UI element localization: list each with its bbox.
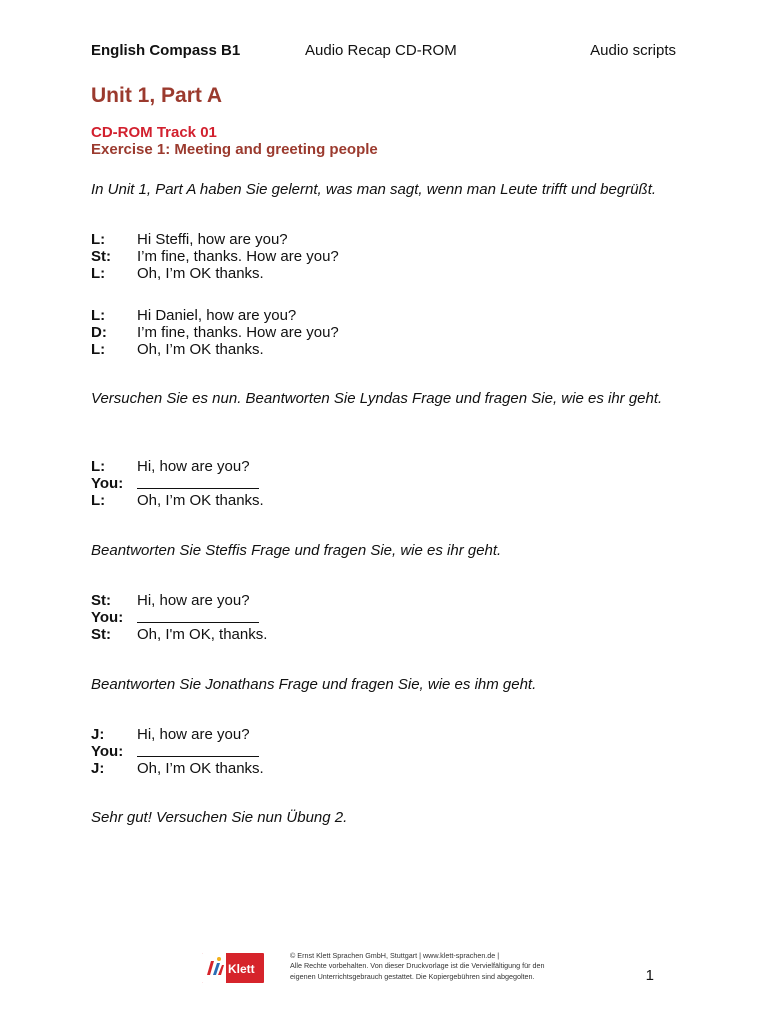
line-text: Oh, I’m OK thanks. <box>137 492 264 509</box>
speaker: You: <box>91 475 124 492</box>
speaker: L: <box>91 492 106 509</box>
footer-copyright <box>290 951 570 982</box>
copyright-line: Alle Rechte vorbehalten. Von dieser Druckvorlage ist die Vervielfältigung für den <box>290 961 545 971</box>
copyright-line: eigenen Unterrichtsgebrauch gestattet. Die Kopiergebühren sind abgegolten. <box>290 971 535 981</box>
line-text: I’m fine, thanks. How are you? <box>137 324 339 341</box>
exercise-title: Exercise 1: Meeting and greeting people <box>91 141 378 158</box>
dialogue-line <box>91 248 339 265</box>
speaker: J: <box>91 726 105 743</box>
intro-text: In Unit 1, Part A haben Sie gelernt, was man sagt, wenn man Leute trifft und begrüßt. <box>91 181 657 198</box>
speaker: L: <box>91 265 106 282</box>
dialogue-line <box>91 592 267 609</box>
line-text: Oh, I’m OK thanks. <box>137 760 264 777</box>
dialogue-line <box>91 307 339 324</box>
speaker: You: <box>91 609 124 626</box>
header-section: Audio scripts <box>590 42 676 59</box>
instruction-1: Versuchen Sie es nun. Beantworten Sie Lyndas Frage und fragen Sie, wie es ihr geht. <box>91 390 663 407</box>
dialogue-line <box>91 626 267 643</box>
klett-logo-text: Klett <box>228 962 255 976</box>
speaker: L: <box>91 341 106 358</box>
closing-text: Sehr gut! Versuchen Sie nun Übung 2. <box>91 809 348 826</box>
answer-blank[interactable] <box>137 475 259 489</box>
track-title: CD-ROM Track 01 <box>91 124 217 141</box>
dialogue-line <box>91 458 264 475</box>
klett-logo <box>202 953 264 983</box>
dialogue-line <box>91 324 339 341</box>
copyright-line: © Ernst Klett Sprachen GmbH, Stuttgart | www.klett-sprachen.de | <box>290 951 500 960</box>
line-text: Hi, how are you? <box>137 592 250 609</box>
dialogue-3 <box>91 458 264 509</box>
speaker: You: <box>91 743 124 760</box>
speaker: St: <box>91 626 111 643</box>
line-text: Oh, I’m OK thanks. <box>137 341 264 358</box>
dialogue-line <box>91 265 339 282</box>
speaker: L: <box>91 307 106 324</box>
speaker: D: <box>91 324 107 341</box>
instruction-2: Beantworten Sie Steffis Frage und fragen Sie, wie es ihr geht. <box>91 542 502 559</box>
page-number: 1 <box>645 967 654 984</box>
speaker: J: <box>91 760 105 777</box>
answer-blank[interactable] <box>137 743 259 757</box>
dialogue-2 <box>91 307 339 358</box>
dialogue-line <box>91 609 267 626</box>
klett-logo-mark-icon <box>202 953 264 983</box>
speaker: L: <box>91 231 106 248</box>
speaker: L: <box>91 458 106 475</box>
speaker: St: <box>91 592 111 609</box>
line-text: Hi Steffi, how are you? <box>137 231 288 248</box>
line-text: Hi, how are you? <box>137 726 250 743</box>
dialogue-1 <box>91 231 339 282</box>
dialogue-line <box>91 743 264 760</box>
header-product: Audio Recap CD-ROM <box>305 42 457 59</box>
dialogue-4 <box>91 592 267 643</box>
dialogue-5 <box>91 726 264 777</box>
dialogue-line <box>91 341 339 358</box>
dialogue-line <box>91 760 264 777</box>
header-book-title: English Compass B1 <box>91 42 241 59</box>
line-text: Hi Daniel, how are you? <box>137 307 297 324</box>
instruction-3: Beantworten Sie Jonathans Frage und fragen Sie, wie es ihm geht. <box>91 676 537 693</box>
line-text: Oh, I'm OK, thanks. <box>137 626 268 643</box>
dialogue-line <box>91 492 264 509</box>
line-text: Oh, I’m OK thanks. <box>137 265 264 282</box>
line-text: I’m fine, thanks. How are you? <box>137 248 339 265</box>
dialogue-line <box>91 726 264 743</box>
speaker: St: <box>91 248 111 265</box>
dialogue-line <box>91 475 264 492</box>
line-text: Hi, how are you? <box>137 458 250 475</box>
unit-title: Unit 1, Part A <box>91 84 223 107</box>
answer-blank[interactable] <box>137 609 259 623</box>
dialogue-line <box>91 231 339 248</box>
